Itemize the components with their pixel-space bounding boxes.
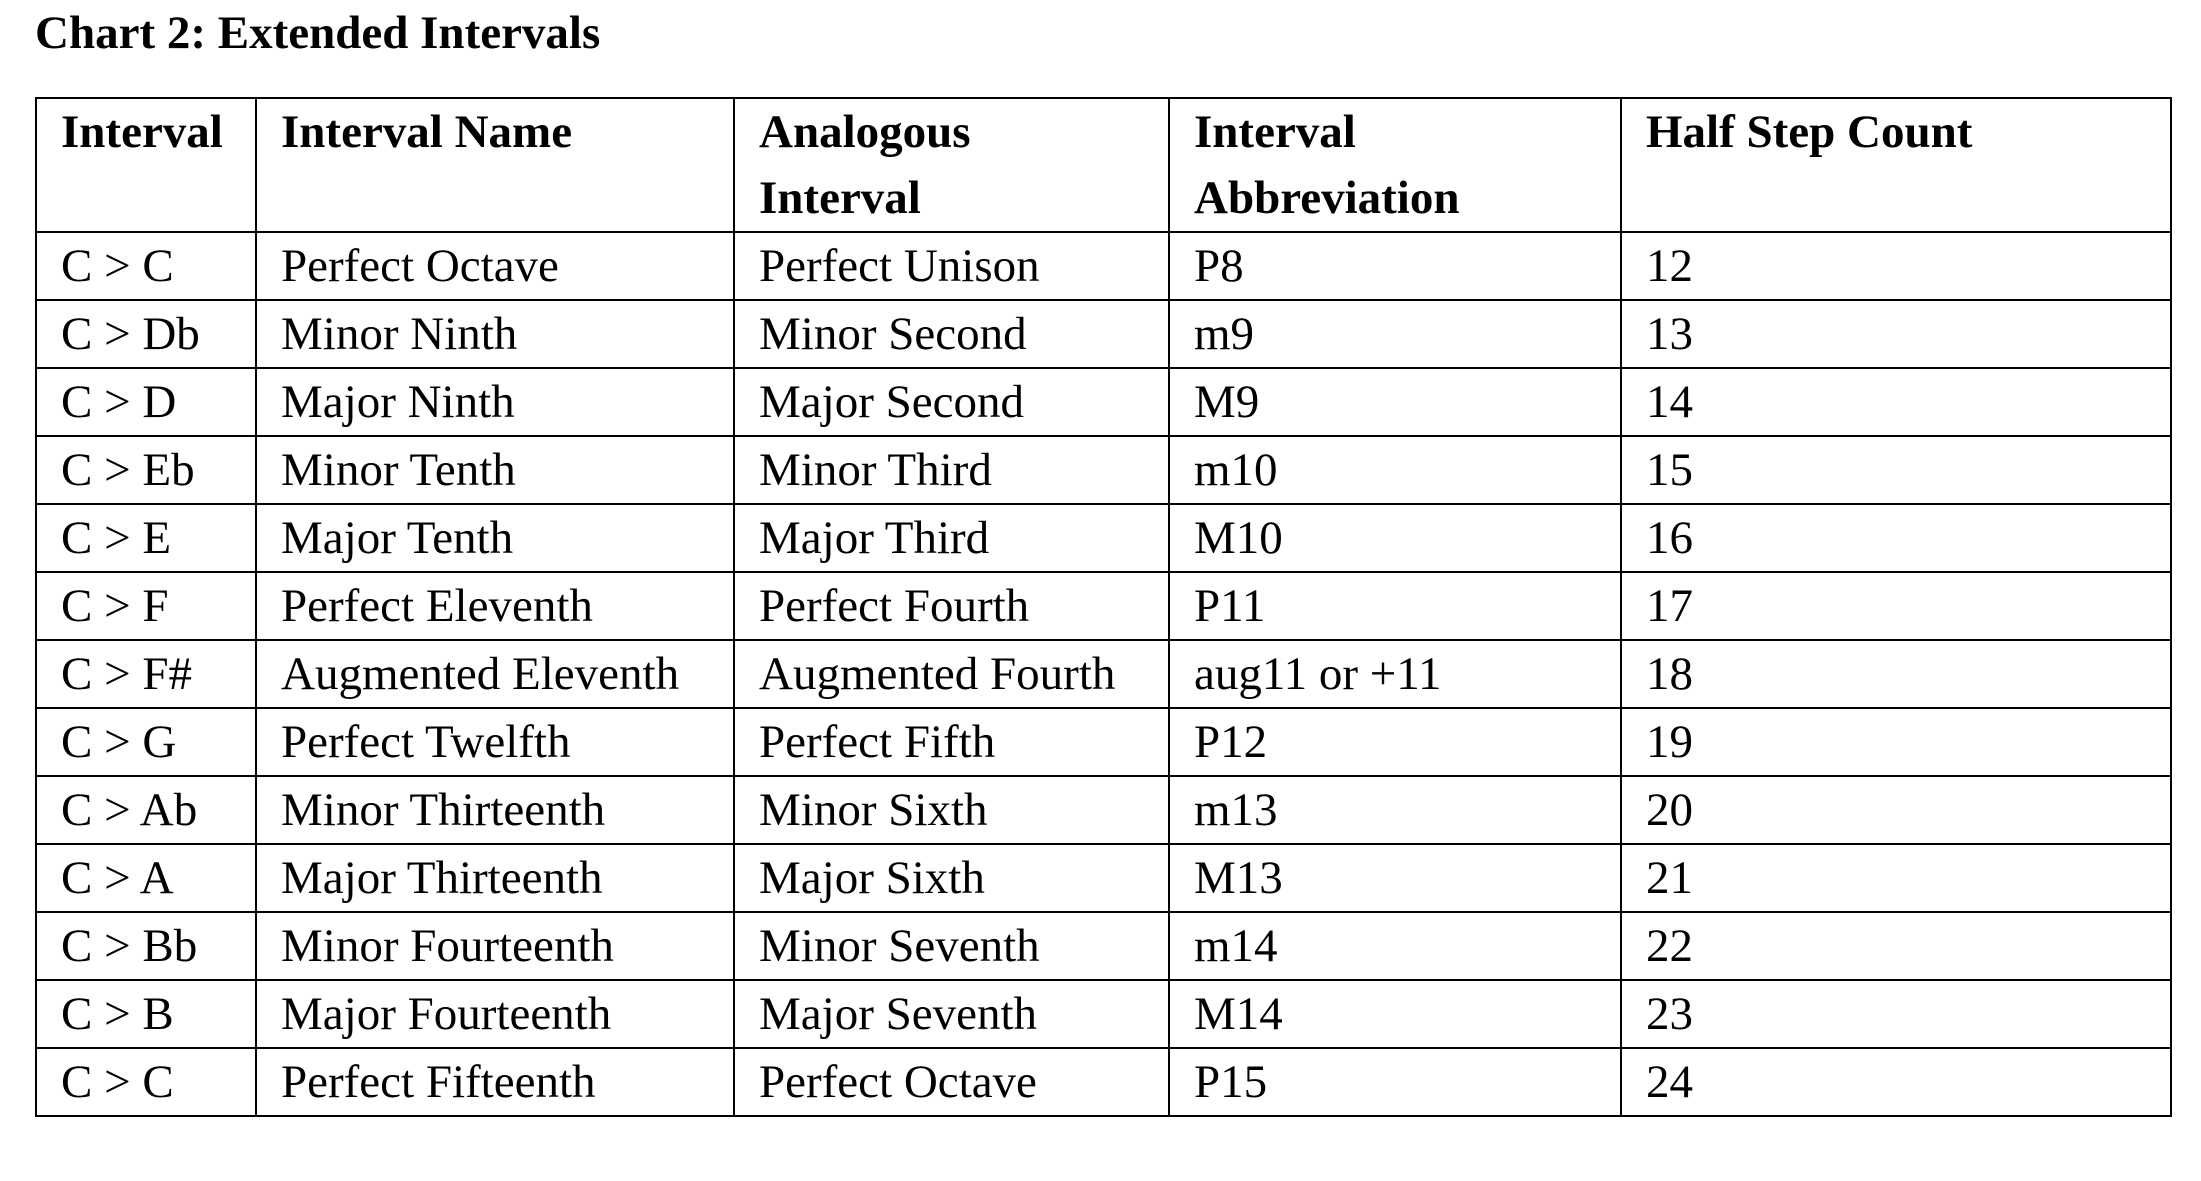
cell-half-step-count: 16	[1621, 504, 2171, 572]
cell-interval: C > G	[36, 708, 256, 776]
cell-interval: C > C	[36, 1048, 256, 1116]
header-interval-label: Interval	[61, 106, 223, 158]
cell-interval-name: Augmented Eleventh	[256, 640, 734, 708]
cell-analogous-interval: Major Third	[734, 504, 1169, 572]
table-row	[36, 1048, 2171, 1116]
extended-intervals-table	[35, 97, 2172, 1117]
table-row	[36, 776, 2171, 844]
cell-half-step-count: 23	[1621, 980, 2171, 1048]
cell-interval-name: Perfect Twelfth	[256, 708, 734, 776]
table-row	[36, 708, 2171, 776]
cell-interval: C > D	[36, 368, 256, 436]
header-abbreviation-line2: Abbreviation	[1194, 172, 1460, 224]
cell-abbreviation: M10	[1169, 504, 1621, 572]
header-analogous-line2: Interval	[759, 172, 921, 224]
cell-interval: C > Bb	[36, 912, 256, 980]
cell-interval-name: Major Tenth	[256, 504, 734, 572]
cell-half-step-count: 18	[1621, 640, 2171, 708]
cell-analogous-interval: Major Sixth	[734, 844, 1169, 912]
table-row	[36, 300, 2171, 368]
cell-interval: C > Eb	[36, 436, 256, 504]
cell-half-step-count: 12	[1621, 232, 2171, 300]
cell-analogous-interval: Major Second	[734, 368, 1169, 436]
table-header	[36, 98, 2171, 232]
header-row	[36, 98, 2171, 232]
cell-interval-name: Major Thirteenth	[256, 844, 734, 912]
header-interval	[36, 98, 256, 232]
header-interval-name-label: Interval Name	[281, 106, 573, 158]
cell-interval-name: Minor Ninth	[256, 300, 734, 368]
header-analogous-interval	[734, 98, 1169, 232]
cell-analogous-interval: Perfect Octave	[734, 1048, 1169, 1116]
cell-interval: C > E	[36, 504, 256, 572]
cell-abbreviation: m9	[1169, 300, 1621, 368]
cell-interval: C > C	[36, 232, 256, 300]
cell-abbreviation: P11	[1169, 572, 1621, 640]
cell-abbreviation: P8	[1169, 232, 1621, 300]
cell-interval-name: Minor Thirteenth	[256, 776, 734, 844]
cell-abbreviation: m13	[1169, 776, 1621, 844]
cell-abbreviation: aug11 or +11	[1169, 640, 1621, 708]
table-row	[36, 912, 2171, 980]
cell-half-step-count: 14	[1621, 368, 2171, 436]
cell-half-step-count: 22	[1621, 912, 2171, 980]
table-row	[36, 844, 2171, 912]
header-half-step-count	[1621, 98, 2171, 232]
cell-interval-name: Minor Tenth	[256, 436, 734, 504]
table-row	[36, 232, 2171, 300]
table-row	[36, 572, 2171, 640]
chart-title: Chart 2: Extended Intervals	[35, 7, 601, 59]
cell-analogous-interval: Perfect Fourth	[734, 572, 1169, 640]
cell-analogous-interval: Perfect Unison	[734, 232, 1169, 300]
cell-abbreviation: M9	[1169, 368, 1621, 436]
cell-analogous-interval: Minor Sixth	[734, 776, 1169, 844]
cell-interval: C > Ab	[36, 776, 256, 844]
cell-half-step-count: 17	[1621, 572, 2171, 640]
cell-interval-name: Perfect Eleventh	[256, 572, 734, 640]
table-row	[36, 368, 2171, 436]
header-abbreviation-line1: Interval	[1194, 106, 1356, 158]
header-interval-name	[256, 98, 734, 232]
cell-interval: C > F	[36, 572, 256, 640]
cell-half-step-count: 21	[1621, 844, 2171, 912]
cell-half-step-count: 20	[1621, 776, 2171, 844]
header-interval-abbreviation	[1169, 98, 1621, 232]
cell-abbreviation: M13	[1169, 844, 1621, 912]
cell-analogous-interval: Perfect Fifth	[734, 708, 1169, 776]
cell-half-step-count: 19	[1621, 708, 2171, 776]
cell-interval: C > A	[36, 844, 256, 912]
cell-abbreviation: M14	[1169, 980, 1621, 1048]
cell-analogous-interval: Minor Seventh	[734, 912, 1169, 980]
table-row	[36, 436, 2171, 504]
cell-interval: C > Db	[36, 300, 256, 368]
cell-abbreviation: m10	[1169, 436, 1621, 504]
cell-analogous-interval: Minor Third	[734, 436, 1169, 504]
header-analogous-line1: Analogous	[759, 106, 971, 158]
cell-half-step-count: 15	[1621, 436, 2171, 504]
cell-interval-name: Minor Fourteenth	[256, 912, 734, 980]
table-row	[36, 640, 2171, 708]
cell-interval-name: Major Fourteenth	[256, 980, 734, 1048]
cell-analogous-interval: Augmented Fourth	[734, 640, 1169, 708]
header-half-step-count-label: Half Step Count	[1646, 106, 1973, 158]
cell-abbreviation: P15	[1169, 1048, 1621, 1116]
cell-half-step-count: 13	[1621, 300, 2171, 368]
cell-interval-name: Perfect Octave	[256, 232, 734, 300]
cell-half-step-count: 24	[1621, 1048, 2171, 1116]
table-row	[36, 504, 2171, 572]
cell-analogous-interval: Minor Second	[734, 300, 1169, 368]
cell-abbreviation: P12	[1169, 708, 1621, 776]
table-body	[36, 232, 2171, 1116]
cell-analogous-interval: Major Seventh	[734, 980, 1169, 1048]
cell-abbreviation: m14	[1169, 912, 1621, 980]
table-row	[36, 980, 2171, 1048]
cell-interval: C > F#	[36, 640, 256, 708]
cell-interval: C > B	[36, 980, 256, 1048]
cell-interval-name: Major Ninth	[256, 368, 734, 436]
cell-interval-name: Perfect Fifteenth	[256, 1048, 734, 1116]
